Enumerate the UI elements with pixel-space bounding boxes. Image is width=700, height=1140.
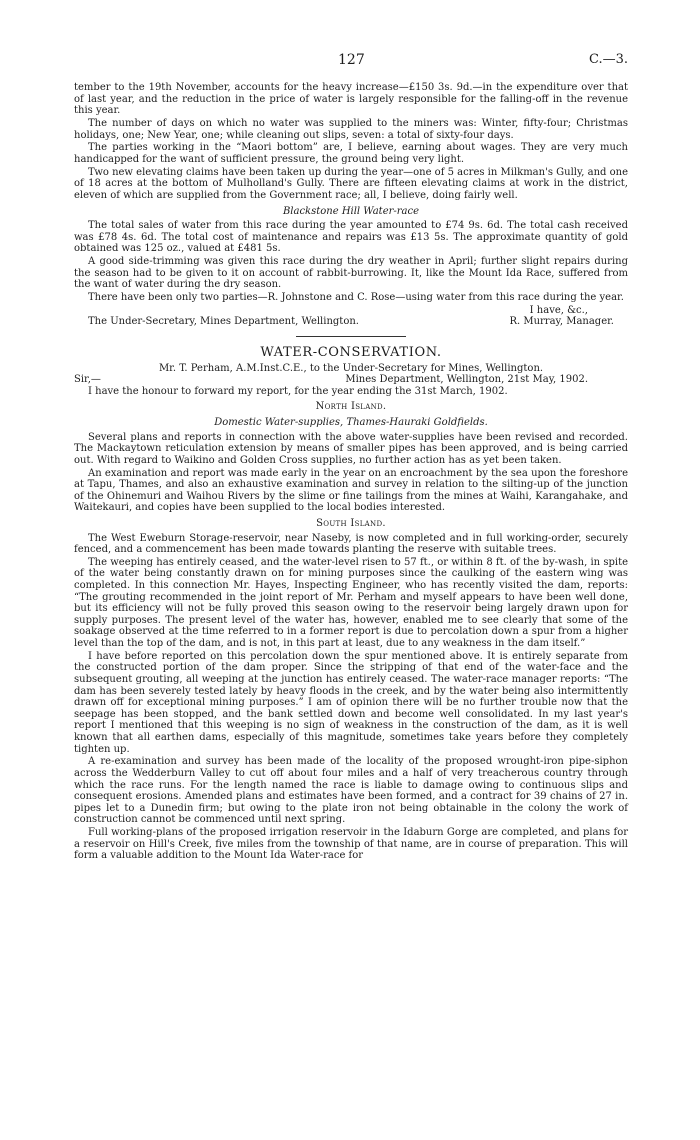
heading-domestic-supplies: Domestic Water-supplies, Thames-Hauraki Goldfields. <box>214 416 488 428</box>
page-number: 127 <box>338 52 365 68</box>
letter-date: Mines Department, Wellington, 21st May, 1902. <box>345 374 588 386</box>
page-header <box>74 52 628 72</box>
salutation: Sir,— <box>74 374 101 386</box>
paragraph: The number of days on which no water was supplied to the miners was: Winter, fifty-four; Christmas holidays, one; New Year, one; while cleaning out slips, seven: a total of sixty-four days. <box>74 117 628 141</box>
letter-date-row <box>74 374 628 386</box>
paragraph: Full working-plans of the proposed irrigation reservoir in the Idaburn Gorge are completed, and plans for a reservoir on Hill's Creek, five miles from the township of that name, are in course of preparation. This will form a valuable addition to the Mount Ida Water-race for <box>74 827 628 862</box>
paragraph: The parties working in the “Maori bottom” are, I believe, earning about wages. They are very much handicapped for the want of sufficient pressure, the ground being very light. <box>74 142 628 165</box>
letter-heading: Mr. T. Perham, A.M.Inst.C.E., to the Under-Secretary for Mines, Wellington. <box>158 362 544 374</box>
closing: I have, &c., <box>529 304 588 316</box>
paragraph: The weeping has entirely ceased, and the water-level risen to 57 ft., or within 8 ft. of the by-wash, in spite of the water being constantly drawn on for mining purposes since the caulking of the eastern wing was completed. In this connection Mr. Hayes, Inspecting Engineer, who has recently visited the dam, reports: “The grouting recommended in the joint report of Mr. Perham and myself appears to have been well done, but its efficiency will not be fully proved this season owing to the reservoir being largely drawn upon for supply purposes. The present level of the water has, however, enabled me to see clearly that some of the soakage observed at the time referred to in a former report is due to percolation down a spur from a higher level than the top of the dam, and is not, in this part at least, due to any weakness in the dam itself.” <box>74 556 628 650</box>
section-heading-blackstone: Blackstone Hill Water-race <box>282 205 420 217</box>
paragraph: The West Eweburn Storage-reservoir, near Naseby, is now completed and in full working-order, securely fenced, and a commencement has been made towards planting the reserve with suitable trees. <box>74 532 628 556</box>
paragraph: I have before reported on this percolation down the spur mentioned above. It is entirely separate from the constructed portion of the dam proper. Since the stripping of that end of the water-face and the subsequent grouting, all weeping at the junction has entirely ceased. The water-race manager reports: “The dam has been severely tested lately by heavy floods in the creek, and by the water being also intermittently drawn off for exceptional mining purposes.” I am of opinion there will be no further trouble now that the seepage has been stopped, and the bank settled down and become well consolidated. In my last year's report I mentioned that this weeping is no sign of weakness in the construction of the dam, as it is well known that all earthen dams, especially of this magnitude, sometimes take years before they completely tighten up. <box>74 650 628 755</box>
paragraph: A re-examination and survey has been made of the locality of the proposed wrought-iron pipe-siphon across the Wedderburn Valley to cut off about four miles and a half of very treacherous country through which the race runs. For the length named the race is liable to damage owing to continuous slips and consequent erosions. Amended plans and estimates have been formed, and a contract for 39 chains of 27 in. pipes let to a Dunedin firm; but owing to the plate iron not being obtainable in the colony the work of construction cannot be commenced until next spring. <box>74 756 628 826</box>
section-title: WATER-CONSERVATION. <box>260 345 442 360</box>
paragraph: tember to the 19th November, accounts for the heavy increase—£150 3s. 9d.—in the expenditure over that of last year, and the reduction in the price of water is largely responsible for the falling-off in the revenue this year. <box>74 82 628 117</box>
paragraph: There have been only two parties—R. Johnstone and C. Rose—using water from this race during the year. <box>88 292 624 304</box>
divider <box>296 336 406 337</box>
paragraph: Several plans and reports in connection with the above water-supplies have been revised and recorded. The Mackaytown reticulation extension by means of smaller pipes has been approved, and is being carried out. With regard to Waikino and Golden Cross supplies, no further action has as yet been taken. <box>74 431 628 466</box>
document-reference: C.—3. <box>588 52 628 67</box>
signature-block <box>74 316 628 328</box>
addressee: The Under-Secretary, Mines Department, Wellington. <box>88 316 359 328</box>
paragraph: I have the honour to forward my report, for the year ending the 31st March, 1902. <box>88 385 508 397</box>
signature: R. Murray, Manager. <box>509 316 614 328</box>
heading-north-island: North Island. <box>315 401 387 413</box>
paragraph: Two new elevating claims have been taken up during the year—one of 5 acres in Milkman's Gully, and one of 18 acres at the bottom of Mulholland's Gully. There are fifteen elevating claims at work in the district, eleven of which are supplied from the Government race; all, I believe, doing fairly well. <box>74 166 629 201</box>
paragraph: An examination and report was made early in the year on an encroachment by the sea upon the foreshore at Tapu, Thames, and also an exhaustive examination and survey in relation to the silting-up of the junction of the Ohinemuri and Waihou Rivers by the slime or fine tailings from the mines at Waihi, Karangahake, and Waitekauri, and copies have been supplied to the local bodies interested. <box>74 467 628 514</box>
paragraph: A good side-trimming was given this race during the dry weather in April; further slight repairs during the season had to be given to it on account of rabbit-burrowing. It, like the Mount Ida Race, suffered from the want of water during the dry season. <box>74 256 628 291</box>
heading-south-island: South Island. <box>316 517 386 529</box>
paragraph: The total sales of water from this race during the year amounted to £74 9s. 6d. The total cash received was £78 4s. 6d. The total cost of maintenance and repairs was £13 5s. The approximate quantity of gold obtained was 125 oz., valued at £481 5s. <box>74 220 628 255</box>
page-body <box>74 82 628 863</box>
